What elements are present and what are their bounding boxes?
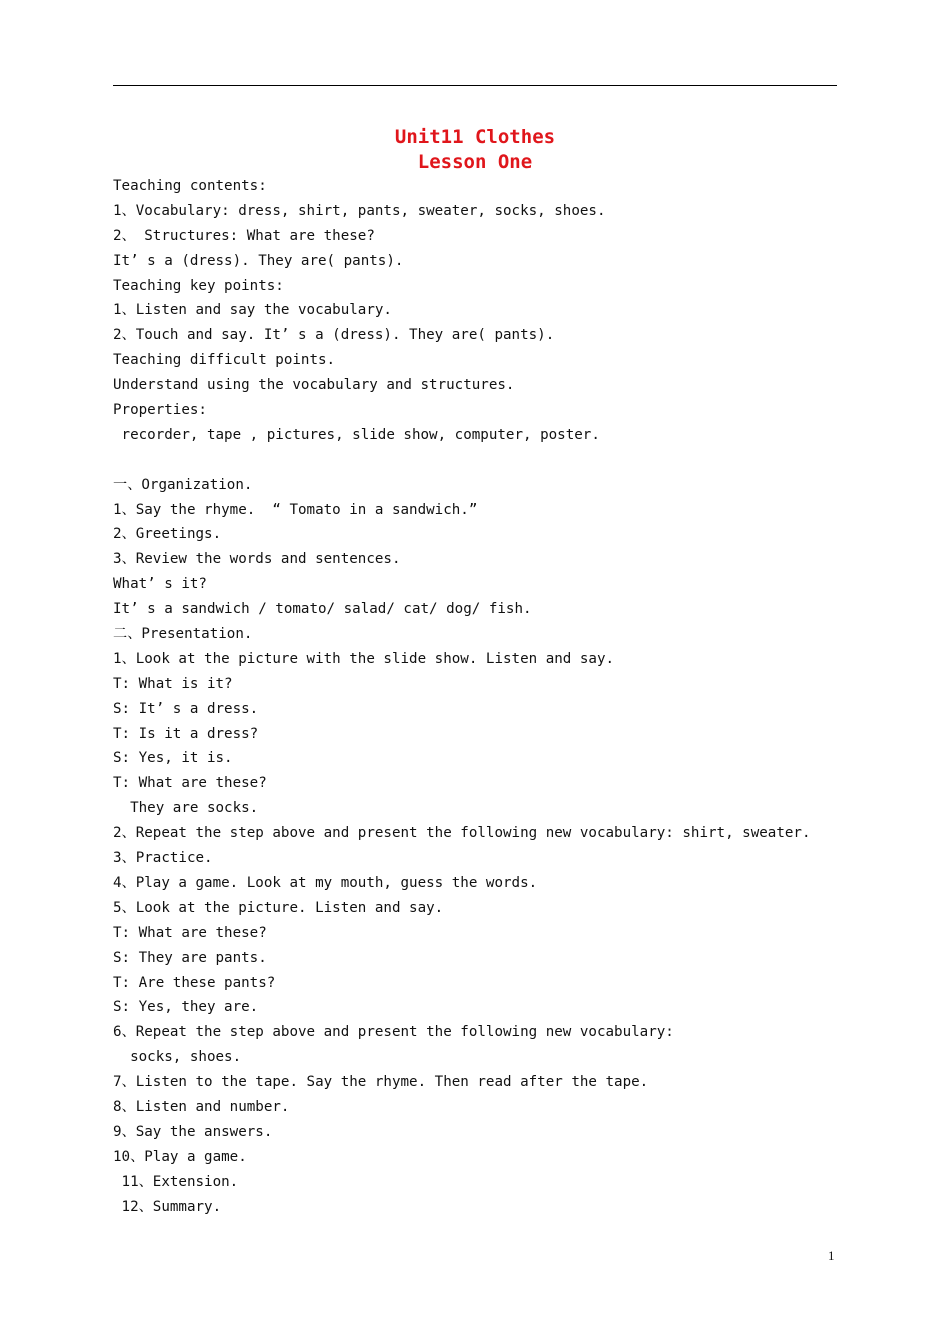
- text-line: 1、Vocabulary: dress, shirt, pants, sweater, socks, shoes.: [113, 202, 606, 219]
- text-line: What’ s it?: [113, 576, 207, 593]
- text-line: T: What is it?: [113, 675, 233, 692]
- text-line: 6、Repeat the step above and present the following new vocabulary:: [113, 1024, 674, 1041]
- text-line: socks, shoes.: [113, 1049, 242, 1066]
- page-number: 1: [828, 1248, 835, 1263]
- text-line: 7、Listen to the tape. Say the rhyme. Then read after the tape.: [113, 1074, 649, 1091]
- text-line: 二、Presentation.: [113, 626, 253, 643]
- text-line: Properties:: [113, 402, 207, 419]
- text-line: S: Yes, it is.: [113, 750, 233, 767]
- text-line: T: Are these pants?: [113, 974, 276, 991]
- text-line: 3、Practice.: [113, 850, 213, 867]
- text-line: 11、Extension.: [113, 1173, 239, 1190]
- text-line: 3、Review the words and sentences.: [113, 551, 401, 568]
- header-rule: [113, 85, 837, 86]
- text-line: They are socks.: [113, 800, 259, 817]
- text-line: 4、Play a game. Look at my mouth, guess the words.: [113, 874, 538, 891]
- text-line: 2、Greetings.: [113, 526, 222, 543]
- text-line: 1、Say the rhyme. “ Tomato in a sandwich.”: [113, 501, 478, 518]
- text-line: Teaching key points:: [113, 277, 284, 294]
- text-line: It’ s a sandwich / tomato/ salad/ cat/ dog/ fish.: [113, 601, 532, 618]
- text-line: S: Yes, they are.: [113, 999, 259, 1016]
- document-subtitle: Lesson One: [417, 151, 533, 173]
- text-line: 一、Organization.: [113, 476, 253, 493]
- text-line: 5、Look at the picture. Listen and say.: [113, 899, 444, 916]
- text-line: 2、 Structures: What are these?: [113, 227, 375, 244]
- text-line: Teaching difficult points.: [113, 352, 336, 369]
- text-line: 9、Say the answers.: [113, 1123, 273, 1140]
- text-line: S: It’ s a dress.: [113, 700, 259, 717]
- text-line: 12、Summary.: [113, 1198, 222, 1215]
- text-line: Understand using the vocabulary and structures.: [113, 377, 515, 394]
- text-line: 2、Repeat the step above and present the following new vocabulary: shirt, sweater.: [113, 825, 811, 842]
- text-line: T: What are these?: [113, 924, 267, 941]
- lesson-body: [113, 174, 843, 1219]
- text-line: It’ s a (dress). They are( pants).: [113, 252, 404, 269]
- text-line: recorder, tape , pictures, slide show, computer, poster.: [113, 426, 600, 443]
- text-line: 10、Play a game.: [113, 1148, 247, 1165]
- text-line: T: What are these?: [113, 775, 267, 792]
- document-title: Unit11 Clothes: [394, 126, 556, 148]
- text-line: Teaching contents:: [113, 178, 267, 194]
- text-line: 1、Listen and say the vocabulary.: [113, 302, 392, 319]
- text-line: 2、Touch and say. It’ s a (dress). They are( pants).: [113, 327, 555, 344]
- text-line: T: Is it a dress?: [113, 725, 259, 742]
- text-line: 1、Look at the picture with the slide show. Listen and say.: [113, 650, 615, 667]
- text-line: [113, 448, 843, 473]
- text-line: 8、Listen and number.: [113, 1098, 290, 1115]
- text-line: S: They are pants.: [113, 949, 267, 966]
